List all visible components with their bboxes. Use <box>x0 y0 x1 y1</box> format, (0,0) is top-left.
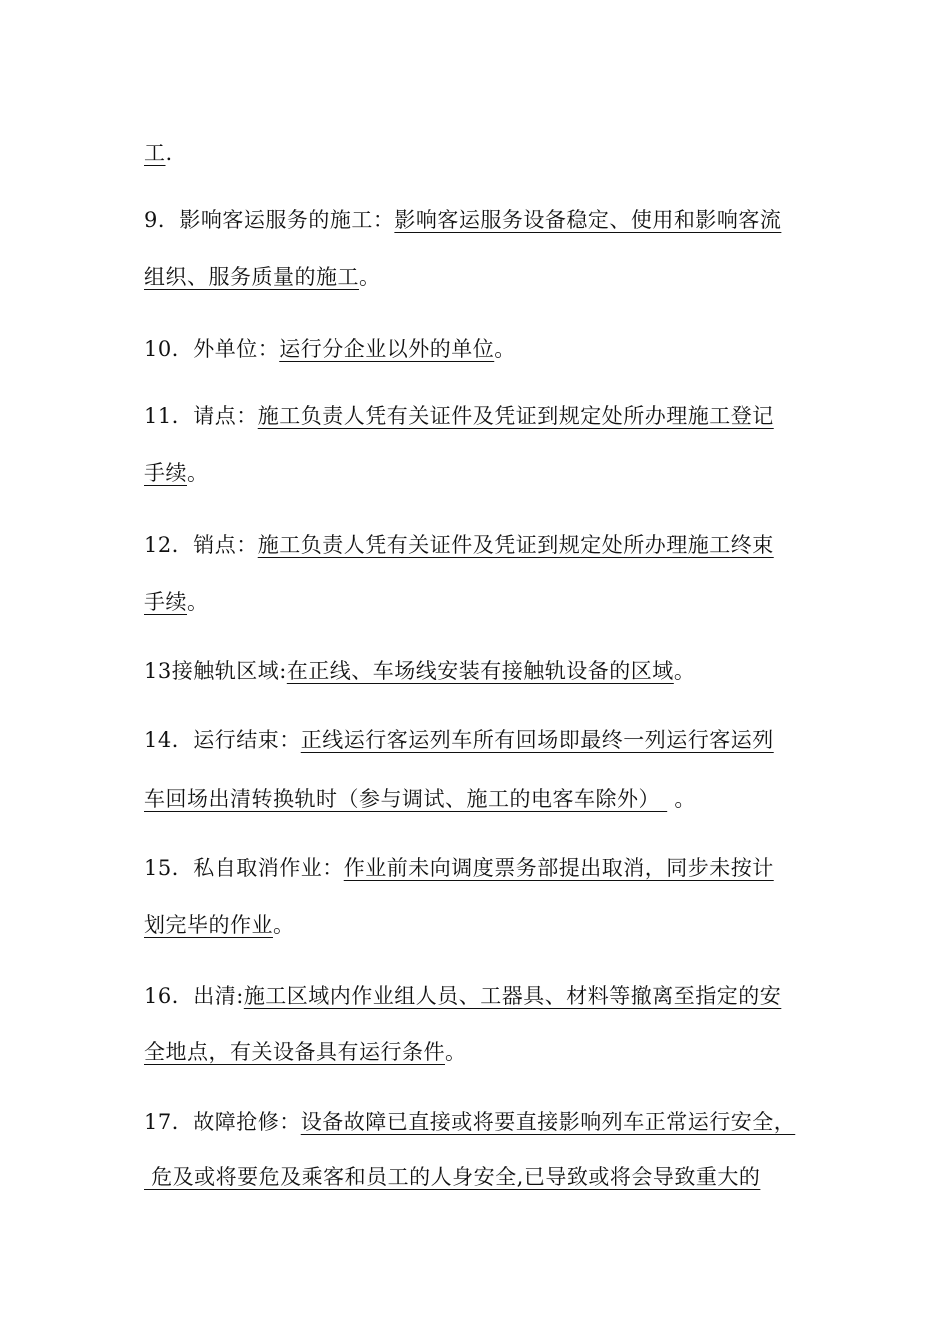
item-9-continued <box>144 263 381 291</box>
item-12-continued <box>144 588 209 616</box>
line-tail: . <box>165 141 173 165</box>
line-tail: 。 <box>187 461 209 485</box>
definition-text: 运行分企业以外的单位 <box>279 337 495 361</box>
item-10 <box>144 335 516 363</box>
line-tail: 。 <box>359 265 381 289</box>
term-label: 销点 <box>193 533 237 557</box>
term-label: 影响客运服务的施工 <box>179 208 373 232</box>
item-16-continued <box>144 1038 467 1066</box>
item-number: 15． <box>144 856 194 880</box>
item-number: 9． <box>144 208 180 232</box>
item-14 <box>144 726 774 754</box>
definition-text: 作业前未向调度票务部提出取消，同步未按计 <box>343 856 774 880</box>
term-separator: ： <box>279 1110 301 1134</box>
item-number: 16． <box>144 984 194 1008</box>
definition-text: 组织、服务质量的施工 <box>144 265 359 289</box>
line-0 <box>144 139 173 167</box>
term-label: 故障抢修 <box>193 1110 280 1134</box>
line-tail: 。 <box>187 590 209 614</box>
term-label: 接触轨区域 <box>171 659 280 683</box>
definition-text: 手续 <box>144 461 187 485</box>
item-number: 11． <box>144 404 194 428</box>
line-tail: 。 <box>445 1040 467 1064</box>
item-number: 14． <box>144 728 194 752</box>
definition-text: 施工负责人凭有关证件及凭证到规定处所办理施工终束 <box>257 533 774 557</box>
definition-text: 划完毕的作业 <box>144 913 273 937</box>
definition-text: 危及或将要危及乘客和员工的人身安全,已导致或将会导致重大的 <box>144 1165 761 1189</box>
definition-text: 正线运行客运列车所有回场即最终一列运行客运列 <box>300 728 774 752</box>
term-separator: ： <box>257 337 280 361</box>
definition-text: 施工负责人凭有关证件及凭证到规定处所办理施工登记 <box>257 404 774 428</box>
definition-text: 施工区域内作业组人员、工器具、材料等撤离至指定的安 <box>243 984 782 1008</box>
item-9 <box>144 206 781 234</box>
item-number: 17． <box>144 1110 194 1134</box>
item-11-continued <box>144 459 209 487</box>
line-tail: 。 <box>273 913 295 937</box>
definition-text: 手续 <box>144 590 187 614</box>
term-label: 外单位 <box>193 337 258 361</box>
item-11 <box>144 402 774 430</box>
definition-text: 影响客运服务设备稳定、使用和影响客流 <box>394 208 782 232</box>
term-separator: ： <box>372 208 395 232</box>
definition-text: 全地点，有关设备具有运行条件 <box>144 1040 445 1064</box>
term-separator: ： <box>279 728 301 752</box>
item-16 <box>144 982 781 1010</box>
definition-text: 车回场出清转换轨时（参与调试、施工的电客车除外） <box>144 787 668 811</box>
term-separator: ： <box>322 856 344 880</box>
term-separator: : <box>279 659 287 683</box>
item-17 <box>144 1108 795 1136</box>
item-13 <box>144 657 695 685</box>
term-label: 出清 <box>193 984 237 1008</box>
definition-text: 工 <box>144 141 166 165</box>
term-separator: ： <box>236 404 258 428</box>
item-12 <box>144 531 774 559</box>
term-label: 请点 <box>193 404 237 428</box>
item-number: 12． <box>144 533 194 557</box>
item-number: 10． <box>144 337 194 361</box>
item-17-continued <box>144 1163 760 1191</box>
term-separator: ： <box>236 533 258 557</box>
item-14-continued <box>144 785 696 813</box>
line-tail: 。 <box>673 659 696 683</box>
term-separator: : <box>236 984 244 1008</box>
item-15 <box>144 854 774 882</box>
term-label: 运行结束 <box>193 728 280 752</box>
definition-text: 设备故障已直接或将要直接影响列车正常运行安全， <box>300 1110 796 1134</box>
term-label: 私自取消作业 <box>193 856 323 880</box>
item-15-continued <box>144 911 295 939</box>
definition-text: 在正线、车场线安装有接触轨设备的区域 <box>286 659 674 683</box>
item-number: 13 <box>144 659 172 683</box>
line-tail: 。 <box>494 337 516 361</box>
line-tail: 。 <box>667 787 696 811</box>
